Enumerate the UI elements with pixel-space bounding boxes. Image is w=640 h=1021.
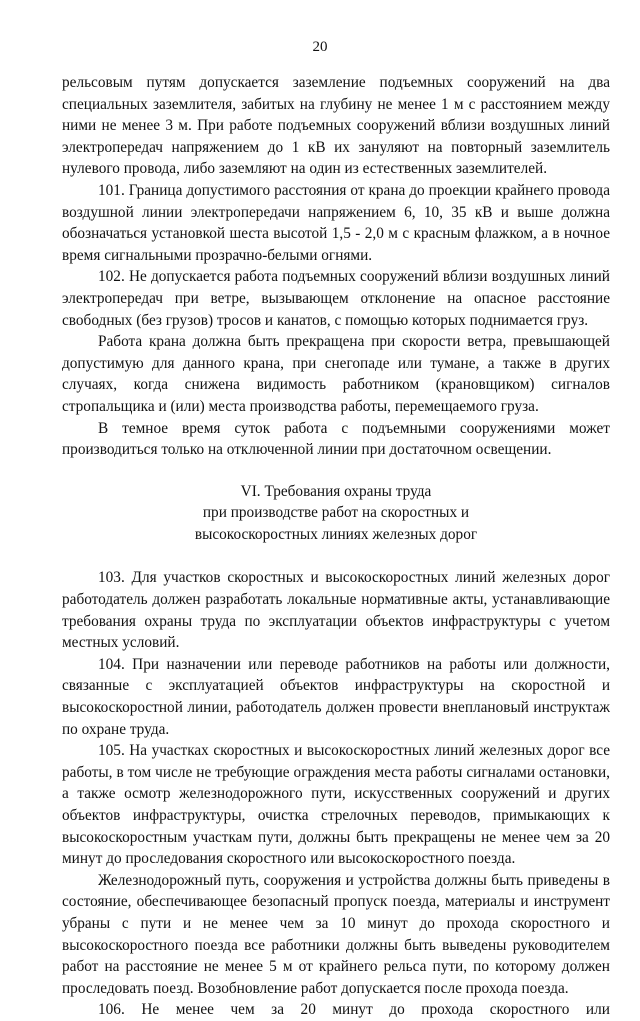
word: до — [389, 1001, 405, 1019]
word: Не — [141, 1001, 160, 1019]
word: чем — [230, 1001, 255, 1019]
page-number: 20 — [312, 39, 328, 55]
section-heading-line-2: при производстве работ на скоростных и — [202, 504, 470, 522]
paragraph-106-start — [62, 999, 610, 1021]
paragraph-101: 101. Граница допустимого расстояния от крана до проекции крайнего провода воздушной линии электропередачи напряжением 6, 10, 35 кВ и выше должна обозначаться установкой шеста высотой 1,5 - 2,0 м с красным флажком, а в ночное время сигнальными прозрачно-белыми огнями. — [62, 181, 610, 264]
paragraph-104: 104. При назначении или переводе работников на работы или должности, связанные с эксплуатацией объектов инфраструктуры на скоростной и высокоскоростной линии, работодатель должен провести внеплановый инструктаж по охране труда. — [62, 655, 610, 738]
word: прохода — [421, 1001, 474, 1019]
paragraph-dark-time: В темное время суток работа с подъемными сооружениями может производиться только на отключенной линии при достаточном освещении. — [62, 419, 610, 459]
word: минут — [332, 1001, 373, 1019]
word: или — [585, 1001, 610, 1019]
paragraph-crane-wind: Работа крана должна быть прекращена при скорости ветра, превышающей допустимую для данного крана, при снегопаде или тумане, а также в других случаях, когда снижена видимость работником (крановщиком) сигналов стропальщика и (или) места производства работы, перемещаемого груза. — [62, 333, 610, 415]
paragraph-102: 102. Не допускается работа подъемных сооружений вблизи воздушных линий электропередач при ветре, вызывающем отклонение на опасное расстояние свободных (без грузов) тросов и канатов, с помощью которых поднимается груз. — [62, 268, 610, 329]
paragraph-continuation: рельсовым путям допускается заземление подъемных сооружений на два специальных заземлителя, забитых на глубину не менее 1 м с расстоянием между ними не менее 3 м. При работе подъемных сооружений вблизи воздушных линий электропередач напряжением до 1 кВ их зануляют на повторный заземлитель нулевого провода, либо заземляют на один из естественных заземлителей. — [62, 74, 610, 178]
paragraph-105: 105. На участках скоростных и высокоскоростных линий железных дорог все работы, в том числе не требующие ограждения места работы сигналами остановки, а также осмотр железнодорожного пути, искусственных сооружений и других объектов инфраструктуры, очистка стрелочных переводов, примыкающих к высокоскоростным участкам пути, должны быть прекращены не менее чем за 20 минут до проследования скоростного или высокоскоростного поезда. — [62, 742, 610, 868]
word: за — [271, 1001, 285, 1019]
word: 20 — [300, 1001, 316, 1019]
word: скоростного — [489, 1001, 570, 1019]
section-heading-line-1: VI. Требования охраны труда — [240, 482, 432, 500]
section-heading-line-3: высокоскоростных линиях железных дорог — [194, 525, 478, 543]
paragraph-103: 103. Для участков скоростных и высокоскоростных линий железных дорог работодатель должен разработать локальные нормативные акты, устанавливающие требования охраны труда по эксплуатации объектов инфраструктуры с учетом местных условий. — [62, 569, 610, 652]
word: менее — [175, 1001, 214, 1019]
word: 106. — [98, 1001, 125, 1019]
paragraph-track-clearance: Железнодорожный путь, сооружения и устройства должны быть приведены в состояние, обеспечивающее безопасный пропуск поезда, материалы и инструмент убраны с пути и не менее чем за 10 минут до прохода скоростного и высокоскоростного поезда все работники должны быть выведены руководителем работ на расстояние не менее 5 м от крайнего рельса пути, по которому должен проследовать поезд. Возобновление работ допускается после прохода поезда. — [62, 871, 610, 997]
document-body — [62, 72, 610, 1021]
section-heading — [62, 481, 610, 546]
